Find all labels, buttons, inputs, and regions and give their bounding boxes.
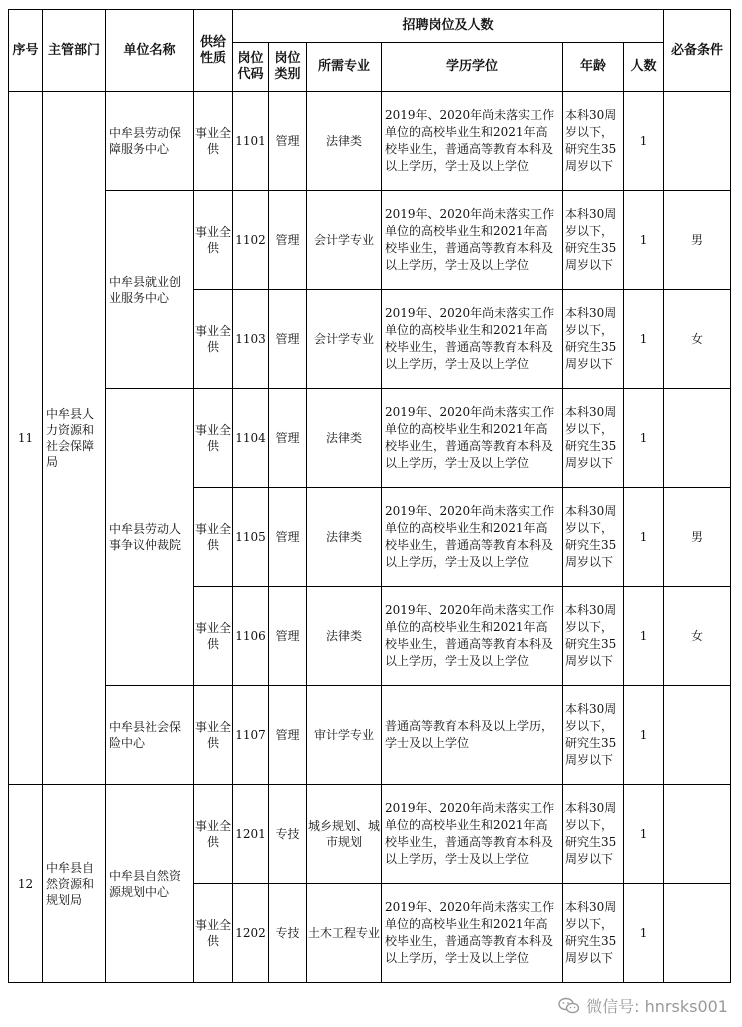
- major-cell: 法律类: [307, 488, 382, 587]
- education-cell: 2019年、2020年尚未落实工作单位的高校毕业生和2021年高校毕业生，普通高等教育本科及以上学历，学士及以上学位: [382, 587, 563, 686]
- category-cell: 管理: [269, 389, 307, 488]
- major-cell: 土木工程专业: [307, 884, 382, 983]
- table-body: [9, 92, 731, 983]
- condition-cell: 女: [664, 587, 731, 686]
- category-cell: 管理: [269, 191, 307, 290]
- condition-cell: [664, 884, 731, 983]
- major-cell: 会计学专业: [307, 290, 382, 389]
- education-cell: 普通高等教育本科及以上学历，学士及以上学位: [382, 686, 563, 785]
- header-category: 岗位类别: [269, 43, 307, 92]
- education-cell: 2019年、2020年尚未落实工作单位的高校毕业生和2021年高校毕业生，普通高等教育本科及以上学历，学士及以上学位: [382, 191, 563, 290]
- table-row: [9, 92, 731, 191]
- watermark: [558, 994, 728, 1017]
- recruitment-table: [8, 9, 731, 983]
- header-unit: 单位名称: [106, 10, 194, 92]
- header-education: 学历学位: [382, 43, 563, 92]
- seq-cell: 11: [9, 92, 43, 785]
- major-cell: 审计学专业: [307, 686, 382, 785]
- code-cell: 1102: [233, 191, 269, 290]
- major-cell: 法律类: [307, 587, 382, 686]
- table-row: [9, 785, 731, 884]
- count-cell: 1: [624, 92, 664, 191]
- age-cell: 本科30周岁以下，研究生35周岁以下: [563, 884, 624, 983]
- count-cell: 1: [624, 686, 664, 785]
- table-row: [9, 191, 731, 290]
- major-cell: 会计学专业: [307, 191, 382, 290]
- condition-cell: [664, 785, 731, 884]
- code-cell: 1201: [233, 785, 269, 884]
- funding-cell: 事业全供: [194, 191, 233, 290]
- funding-cell: 事业全供: [194, 587, 233, 686]
- dept-cell: 中牟县人力资源和社会保障局: [43, 92, 106, 785]
- funding-cell: 事业全供: [194, 92, 233, 191]
- education-cell: 2019年、2020年尚未落实工作单位的高校毕业生和2021年高校毕业生，普通高等教育本科及以上学历，学士及以上学位: [382, 389, 563, 488]
- table-row: [9, 389, 731, 488]
- unit-cell: 中牟县劳动保障服务中心: [106, 92, 194, 191]
- age-cell: 本科30周岁以下，研究生35周岁以下: [563, 389, 624, 488]
- unit-cell: 中牟县社会保险中心: [106, 686, 194, 785]
- condition-cell: [664, 686, 731, 785]
- category-cell: 管理: [269, 488, 307, 587]
- condition-cell: [664, 389, 731, 488]
- education-cell: 2019年、2020年尚未落实工作单位的高校毕业生和2021年高校毕业生，普通高等教育本科及以上学历，学士及以上学位: [382, 92, 563, 191]
- wechat-icon: [558, 997, 580, 1015]
- count-cell: 1: [624, 290, 664, 389]
- funding-cell: 事业全供: [194, 389, 233, 488]
- unit-cell: 中牟县就业创业服务中心: [106, 191, 194, 389]
- unit-cell: 中牟县自然资源规划中心: [106, 785, 194, 983]
- education-cell: 2019年、2020年尚未落实工作单位的高校毕业生和2021年高校毕业生，普通高等教育本科及以上学历，学士及以上学位: [382, 290, 563, 389]
- category-cell: 管理: [269, 686, 307, 785]
- age-cell: 本科30周岁以下，研究生35周岁以下: [563, 587, 624, 686]
- header-condition: 必备条件: [664, 10, 731, 92]
- education-cell: 2019年、2020年尚未落实工作单位的高校毕业生和2021年高校毕业生，普通高等教育本科及以上学历，学士及以上学位: [382, 785, 563, 884]
- age-cell: 本科30周岁以下，研究生35周岁以下: [563, 92, 624, 191]
- unit-cell: 中牟县劳动人事争议仲裁院: [106, 389, 194, 686]
- code-cell: 1202: [233, 884, 269, 983]
- category-cell: 管理: [269, 92, 307, 191]
- funding-cell: 事业全供: [194, 488, 233, 587]
- header-count: 人数: [624, 43, 664, 92]
- education-cell: 2019年、2020年尚未落实工作单位的高校毕业生和2021年高校毕业生，普通高等教育本科及以上学历，学士及以上学位: [382, 488, 563, 587]
- count-cell: 1: [624, 884, 664, 983]
- header-seq: 序号: [9, 10, 43, 92]
- age-cell: 本科30周岁以下，研究生35周岁以下: [563, 488, 624, 587]
- code-cell: 1105: [233, 488, 269, 587]
- condition-cell: [664, 92, 731, 191]
- header-group: 招聘岗位及人数: [233, 10, 664, 43]
- header-age: 年龄: [563, 43, 624, 92]
- category-cell: 管理: [269, 290, 307, 389]
- funding-cell: 事业全供: [194, 686, 233, 785]
- code-cell: 1103: [233, 290, 269, 389]
- header-funding: 供给性质: [194, 10, 233, 92]
- code-cell: 1106: [233, 587, 269, 686]
- dept-cell: 中牟县自然资源和规划局: [43, 785, 106, 983]
- major-cell: 法律类: [307, 389, 382, 488]
- age-cell: 本科30周岁以下，研究生35周岁以下: [563, 191, 624, 290]
- major-cell: 城乡规划、城市规划: [307, 785, 382, 884]
- category-cell: 专技: [269, 785, 307, 884]
- condition-cell: 男: [664, 191, 731, 290]
- condition-cell: 女: [664, 290, 731, 389]
- age-cell: 本科30周岁以下，研究生35周岁以下: [563, 686, 624, 785]
- header-dept: 主管部门: [43, 10, 106, 92]
- watermark-text: 微信号: hnrsks001: [586, 997, 728, 1016]
- age-cell: 本科30周岁以下，研究生35周岁以下: [563, 290, 624, 389]
- count-cell: 1: [624, 488, 664, 587]
- header-major: 所需专业: [307, 43, 382, 92]
- count-cell: 1: [624, 389, 664, 488]
- funding-cell: 事业全供: [194, 785, 233, 884]
- education-cell: 2019年、2020年尚未落实工作单位的高校毕业生和2021年高校毕业生，普通高等教育本科及以上学历，学士及以上学位: [382, 884, 563, 983]
- funding-cell: 事业全供: [194, 290, 233, 389]
- count-cell: 1: [624, 191, 664, 290]
- seq-cell: 12: [9, 785, 43, 983]
- code-cell: 1104: [233, 389, 269, 488]
- table-header: [9, 10, 731, 92]
- code-cell: 1107: [233, 686, 269, 785]
- funding-cell: 事业全供: [194, 884, 233, 983]
- count-cell: 1: [624, 785, 664, 884]
- code-cell: 1101: [233, 92, 269, 191]
- age-cell: 本科30周岁以下，研究生35周岁以下: [563, 785, 624, 884]
- category-cell: 管理: [269, 587, 307, 686]
- category-cell: 专技: [269, 884, 307, 983]
- header-code: 岗位代码: [233, 43, 269, 92]
- condition-cell: 男: [664, 488, 731, 587]
- major-cell: 法律类: [307, 92, 382, 191]
- count-cell: 1: [624, 587, 664, 686]
- table-row: [9, 686, 731, 785]
